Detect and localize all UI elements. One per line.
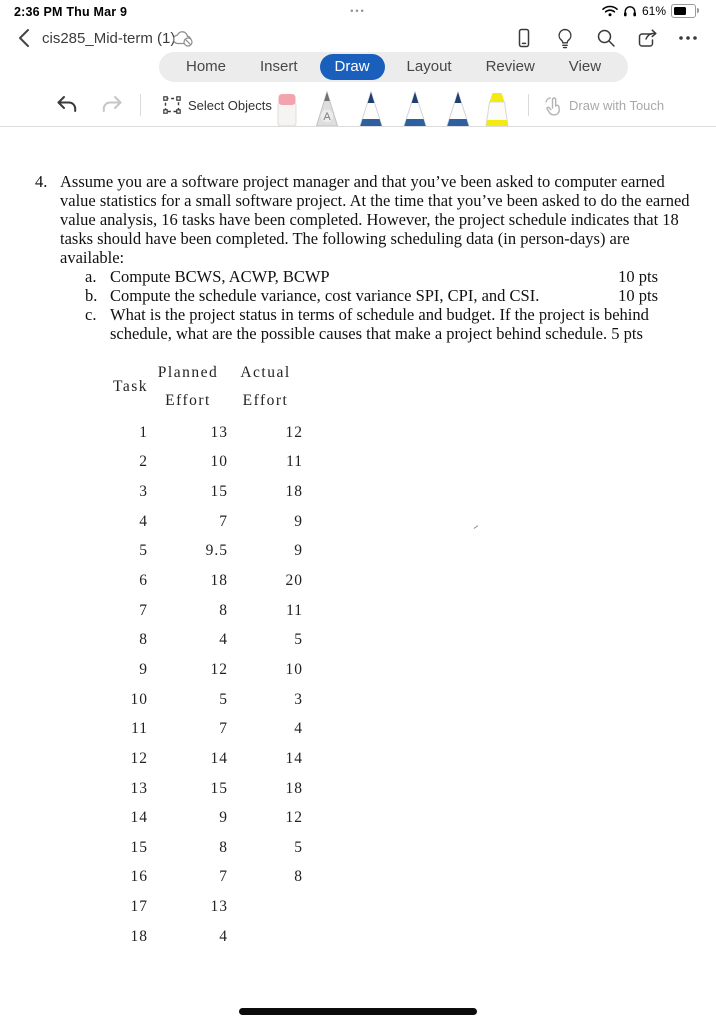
status-time-date: 2:36 PM Thu Mar 9 xyxy=(14,5,128,19)
table-cell-actual: 14 xyxy=(285,749,303,767)
table-cell-task: 12 xyxy=(130,749,148,767)
stray-mark xyxy=(471,521,479,529)
tab-view[interactable]: View xyxy=(568,58,602,75)
table-row xyxy=(100,507,303,537)
subitem-b-text: Compute the schedule variance, cost variance SPI, CPI, and CSI. xyxy=(110,286,540,305)
draw-with-touch-icon[interactable] xyxy=(543,95,565,117)
table-cell-actual: 11 xyxy=(286,601,303,619)
select-objects-icon[interactable] xyxy=(162,95,182,115)
table-row xyxy=(100,774,303,804)
table-cell-planned: 4 xyxy=(219,631,228,649)
table-cell-planned: 8 xyxy=(219,601,228,619)
table-cell-planned: 7 xyxy=(219,720,228,738)
status-center-indicator: ••• xyxy=(350,6,366,16)
pen-tool-2[interactable] xyxy=(400,90,430,126)
table-row xyxy=(100,922,303,952)
table-cell-actual: 9 xyxy=(294,542,303,560)
home-indicator[interactable] xyxy=(239,1008,477,1015)
table-cell-actual: 20 xyxy=(285,572,303,590)
svg-text:A: A xyxy=(323,111,331,123)
table-cell-planned: 10 xyxy=(210,453,228,471)
question-number: 4. xyxy=(35,172,48,191)
table-cell-actual: 5 xyxy=(294,838,303,856)
table-cell-planned: 18 xyxy=(210,572,228,590)
table-row xyxy=(100,833,303,863)
subitem-a-text: Compute BCWS, ACWP, BCWP xyxy=(110,267,330,286)
header-actual-effort: Actual Effort xyxy=(240,364,291,409)
table-cell-task: 9 xyxy=(139,660,148,678)
table-cell-actual: 18 xyxy=(285,779,303,797)
question-block xyxy=(35,172,693,343)
subitem-c xyxy=(60,305,693,343)
table-cell-actual: 5 xyxy=(294,631,303,649)
question-text: Assume you are a software project manager and that you’ve been asked to computer earned value statistics for a small software project. At the time that you’ve been asked to do the earned value analysis, 16 tasks have been completed. However, the project schedule indicates that 18 tasks should have been completed. The following scheduling data (in person-days) are available: xyxy=(60,172,690,267)
table-cell-task: 5 xyxy=(139,542,148,560)
table-cell-planned: 12 xyxy=(210,660,228,678)
subitem-b-label: b. xyxy=(85,286,98,305)
battery-icon xyxy=(671,4,696,18)
table-cell-actual: 12 xyxy=(285,809,303,827)
document-canvas[interactable] xyxy=(0,127,716,1024)
table-row xyxy=(100,596,303,626)
table-cell-task: 14 xyxy=(130,809,148,827)
table-cell-task: 6 xyxy=(139,572,148,590)
document-title: cis285_Mid-term (1) xyxy=(42,30,176,47)
table-cell-task: 10 xyxy=(130,690,148,708)
table-row xyxy=(100,477,303,507)
table-cell-task: 7 xyxy=(139,601,148,619)
table-cell-actual: 12 xyxy=(285,423,303,441)
table-cell-task: 18 xyxy=(130,927,148,945)
mobile-view-icon[interactable] xyxy=(512,26,536,50)
table-cell-task: 11 xyxy=(131,720,148,738)
table-cell-task: 3 xyxy=(139,483,148,501)
table-cell-planned: 7 xyxy=(219,868,228,886)
table-cell-planned: 13 xyxy=(210,898,228,916)
subitem-a-label: a. xyxy=(85,267,97,286)
table-row xyxy=(100,566,303,596)
subitem-b xyxy=(60,286,693,305)
select-objects-label[interactable]: Select Objects xyxy=(188,98,272,113)
table-cell-task: 15 xyxy=(130,838,148,856)
tab-draw[interactable]: Draw xyxy=(320,54,385,80)
table-cell-planned: 15 xyxy=(210,779,228,797)
table-row xyxy=(100,448,303,478)
undo-icon[interactable] xyxy=(55,94,79,116)
tab-home[interactable]: Home xyxy=(186,58,227,75)
search-icon[interactable] xyxy=(594,26,618,50)
table-cell-task: 13 xyxy=(130,779,148,797)
redo-icon[interactable] xyxy=(100,94,124,116)
header-planned-effort: Planned Effort xyxy=(157,364,219,409)
table-cell-planned: 14 xyxy=(210,749,228,767)
subitem-b-points: 10 pts xyxy=(618,286,658,305)
table-cell-actual: 4 xyxy=(294,720,303,738)
effort-table-rows xyxy=(100,418,303,952)
header-task: Task xyxy=(112,378,148,395)
share-icon[interactable] xyxy=(635,26,659,50)
table-row xyxy=(100,418,303,448)
table-cell-actual: 18 xyxy=(285,483,303,501)
table-cell-planned: 15 xyxy=(210,483,228,501)
table-cell-task: 8 xyxy=(139,631,148,649)
table-row xyxy=(100,655,303,685)
status-bar xyxy=(0,0,716,24)
table-cell-planned: 4 xyxy=(219,927,228,945)
table-row xyxy=(100,685,303,715)
table-row xyxy=(100,714,303,744)
table-cell-planned: 13 xyxy=(210,423,228,441)
table-cell-task: 16 xyxy=(130,868,148,886)
tab-insert[interactable]: Insert xyxy=(260,58,298,75)
subitem-c-label: c. xyxy=(85,305,97,324)
more-ellipsis-icon[interactable] xyxy=(676,26,700,50)
table-cell-planned: 5 xyxy=(219,690,228,708)
table-cell-actual: 8 xyxy=(294,868,303,886)
table-cell-task: 4 xyxy=(139,512,148,530)
subitem-a xyxy=(60,267,693,286)
pen-tool-3[interactable] xyxy=(443,90,473,126)
draw-toolbar xyxy=(0,84,716,127)
eraser-tool[interactable] xyxy=(272,90,302,126)
table-row xyxy=(100,892,303,922)
cloud-offline-icon xyxy=(172,30,194,47)
table-cell-actual: 10 xyxy=(285,660,303,678)
highlighter-tool[interactable] xyxy=(482,90,512,126)
subitem-a-points: 10 pts xyxy=(618,267,658,286)
pen-tool-1[interactable] xyxy=(356,90,386,126)
table-cell-task: 17 xyxy=(130,898,148,916)
table-row xyxy=(100,537,303,567)
table-cell-planned: 9.5 xyxy=(205,542,228,560)
nav-bar xyxy=(0,24,716,54)
table-cell-task: 2 xyxy=(139,453,148,471)
back-chevron-icon[interactable] xyxy=(14,27,36,49)
table-cell-actual: 11 xyxy=(286,453,303,471)
table-cell-actual: 3 xyxy=(294,690,303,708)
table-cell-planned: 7 xyxy=(219,512,228,530)
subitem-c-text: What is the project status in terms of schedule and budget. If the project is behind schedule, what are the possible causes that make a project behind schedule. 5 pts xyxy=(110,305,649,343)
lightbulb-icon[interactable] xyxy=(553,26,577,50)
table-cell-planned: 9 xyxy=(219,809,228,827)
tab-review[interactable]: Review xyxy=(485,58,535,75)
table-row xyxy=(100,863,303,893)
draw-with-touch-label[interactable]: Draw with Touch xyxy=(569,98,665,113)
tab-layout[interactable]: Layout xyxy=(406,58,452,75)
ribbon-tab-bar xyxy=(159,52,628,82)
effort-table-header xyxy=(100,359,303,415)
table-cell-task: 1 xyxy=(139,423,148,441)
headphones-icon xyxy=(623,5,637,17)
pencil-tool[interactable] xyxy=(312,90,342,126)
wifi-icon xyxy=(602,5,618,17)
table-row xyxy=(100,744,303,774)
table-cell-actual: 9 xyxy=(294,512,303,530)
battery-percent: 61% xyxy=(641,4,666,18)
table-row xyxy=(100,803,303,833)
table-row xyxy=(100,625,303,655)
table-cell-planned: 8 xyxy=(219,838,228,856)
